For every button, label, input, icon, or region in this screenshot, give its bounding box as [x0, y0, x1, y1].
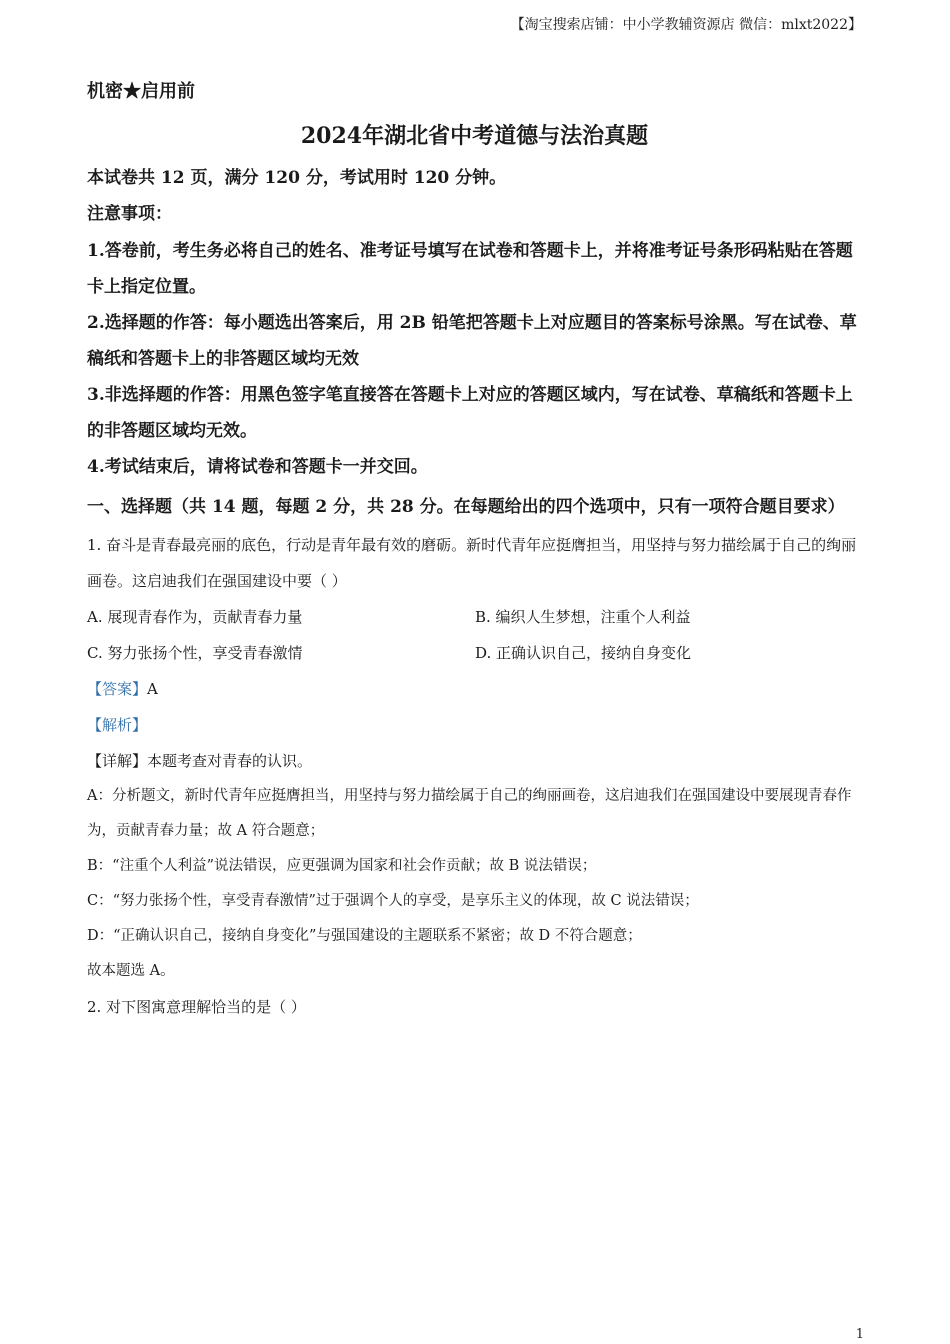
page-number: 1	[855, 1327, 864, 1342]
exam-info: 本试卷共 12 页，满分 120 分，考试用时 120 分钟。	[87, 168, 507, 188]
analysis-tag: 【解析】	[87, 716, 148, 734]
answer-line	[87, 671, 862, 707]
option-a: A. 展现青春作为，贡献青春力量	[87, 608, 303, 626]
option-d: D. 正确认识自己，接纳自身变化	[475, 644, 692, 662]
analysis-line	[87, 707, 862, 743]
explanation-a: A：分析题文，新时代青年应挺膺担当，用坚持与努力描绘属于自己的绚丽画卷，这启迪我们在强国建设中要展现青春作为，贡献青春力量；故 A 符合题意；	[87, 788, 852, 839]
document-body	[87, 78, 862, 1025]
answer-tag: 【答案】	[87, 680, 148, 698]
page-title: 2024年湖北省中考道德与法治真题	[300, 123, 649, 149]
header-source-note: 【淘宝搜索店铺：中小学教辅资源店 微信：mlxt2022】	[510, 17, 862, 33]
notice-item-3: 3.非选择题的作答：用黑色签字笔直接答在答题卡上对应的答题区域内，写在试卷、草稿纸和答题卡上的非答题区域均无效。	[87, 385, 853, 441]
explanation-c: C：“努力张扬个性，享受青春激情”过于强调个人的享受，是享乐主义的体现，故 C 说法错误；	[87, 893, 699, 909]
conclusion: 故本题选 A。	[87, 963, 175, 979]
explanation-d: D：“正确认识自己，接纳自身变化”与强国建设的主题联系不紧密；故 D 不符合题意；	[87, 928, 642, 944]
question-1-options	[87, 599, 862, 671]
notice-item-1: 1.答卷前，考生务必将自己的姓名、准考证号填写在试卷和答题卡上，并将准考证号条形码粘贴在答题卡上指定位置。	[87, 241, 853, 297]
section-heading: 一、选择题（共 14 题，每题 2 分，共 28 分。在每题给出的四个选项中，只有一项符合题目要求）	[87, 497, 845, 517]
option-b: B. 编织人生梦想，注重个人利益	[475, 608, 691, 626]
notice-heading: 注意事项：	[87, 204, 172, 224]
question-2	[87, 989, 862, 1025]
answer-value: A	[147, 680, 158, 698]
option-c: C. 努力张扬个性，享受青春激情	[87, 644, 303, 662]
detail-heading: 【详解】本题考查对青春的认识。	[87, 752, 313, 770]
explanation-b: B：“注重个人利益”说法错误，应更强调为国家和社会作贡献；故 B 说法错误；	[87, 858, 597, 874]
notice-item-4: 4.考试结束后，请将试卷和答题卡一并交回。	[87, 457, 428, 477]
question-1-stem: 1. 奋斗是青春最亮丽的底色，行动是青年最有效的磨砺。新时代青年应挺膺担当，用坚持与努力描绘属于自己的绚丽画卷。这启迪我们在强国建设中要（ ）	[87, 536, 857, 590]
question-1	[87, 527, 862, 989]
question-2-stem: 2. 对下图寓意理解恰当的是（ ）	[87, 998, 306, 1016]
notice-item-2: 2.选择题的作答：每小题选出答案后，用 2B 铅笔把答题卡上对应题目的答案标号涂黑。写在试卷、草稿纸和答题卡上的非答题区域均无效	[87, 313, 857, 369]
confidential-label: 机密★启用前	[87, 81, 195, 102]
